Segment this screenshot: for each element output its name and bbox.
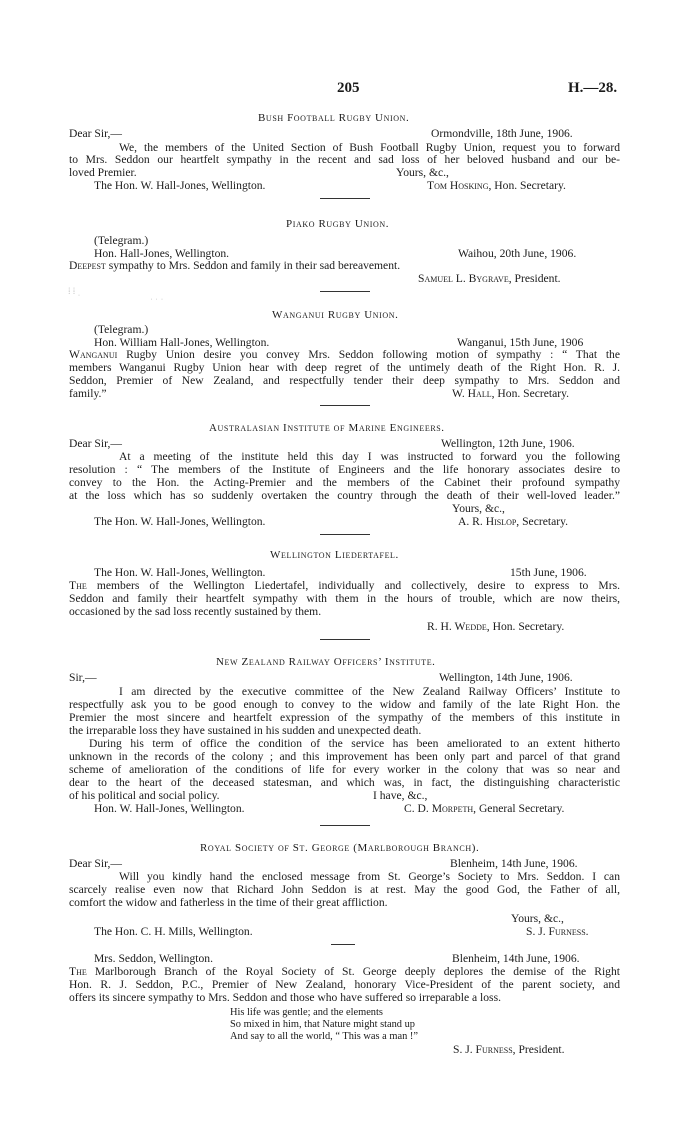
section-title-wanganui: Wanganui Rugby Union.	[272, 309, 399, 321]
body-line: the irreparable loss they have sustained in his sudden and unexpected death.	[69, 724, 422, 737]
place-date: Wellington, 12th June, 1906.	[441, 437, 575, 450]
body-line: Seddon, Premier of New Zealand, and respectfully tender their deep sympathy to Mrs. Seddon and	[69, 374, 620, 387]
body-text: Marlborough Branch of the Royal Society of St. George deeply deplores the demise of the Right	[94, 965, 620, 978]
body-line: Premier the most sincere and heartfelt expression of the sympathy of the members of this institute in	[69, 711, 620, 724]
telegram-note: (Telegram.)	[94, 323, 149, 336]
signature	[458, 515, 568, 528]
body-line: scarcely realise even now that Richard John Seddon is at rest. May the good God, the Father of all,	[69, 883, 620, 896]
body-lead: Deepest	[69, 259, 106, 272]
body-line: occasioned by the sad loss recently sustained by them.	[69, 605, 322, 618]
date: 15th June, 1906.	[510, 566, 587, 579]
body-line: respectfully ask you to be good enough to convey to the widow and family of the late Right Hon. the	[69, 698, 620, 711]
signer-name: Tom Hosking,	[427, 179, 492, 192]
body-line: unknown in the records of the colony ; and this improvement has been only part and parcel of that grand	[69, 750, 620, 763]
signature	[418, 272, 561, 285]
signature	[452, 387, 569, 400]
body-lead: The	[69, 965, 87, 978]
salutation: Dear Sir,—	[69, 857, 122, 870]
body-line: Will you kindly hand the enclosed message from St. George’s Society to Mrs. Seddon. I can	[119, 870, 620, 883]
quote-line: And say to all the world, “ This was a man !”	[230, 1031, 418, 1042]
section-title-piako: Piako Rugby Union.	[286, 218, 390, 230]
section-divider	[320, 639, 370, 640]
body-line	[69, 965, 620, 978]
document-reference: H.—28.	[568, 80, 618, 96]
quote-line: So mixed in him, that Nature might stand up	[230, 1019, 415, 1030]
body-line: resolution : “ The members of the Institute of Engineers and the life honorary associates desire to	[69, 463, 620, 476]
section-title-bush: Bush Football Rugby Union.	[258, 112, 410, 124]
telegram-note: (Telegram.)	[94, 234, 149, 247]
body-line: convey to the Hon. the Acting-Premier and the members of the Cabinet their profound sympathy	[69, 476, 620, 489]
section-divider	[320, 825, 370, 826]
body-line: During his term of office the condition of the service has been ameliorated to an extent hitherto	[89, 737, 620, 750]
body-line: family.”	[69, 387, 107, 400]
addressee: The Hon. W. Hall-Jones, Wellington.	[94, 515, 266, 528]
body-line: to Mrs. Seddon our heartfelt sympathy in the recent and sad loss of her beloved husband and our be-	[69, 153, 620, 166]
place-date: Wanganui, 15th June, 1906	[457, 336, 584, 349]
addressee: The Hon. W. Hall-Jones, Wellington.	[94, 566, 266, 579]
ink-smudge: ⁞ ⁞ ˌ	[68, 286, 81, 296]
body-lead: The	[69, 579, 87, 592]
body-line: dear to the heart of the deceased statesman, and which was, in fact, the distinguishing characteristic	[69, 776, 620, 789]
body-line: I am directed by the executive committee of the New Zealand Railway Officers’ Institute to	[119, 685, 620, 698]
closing: Yours, &c.,	[452, 502, 505, 515]
page-number: 205	[337, 80, 360, 96]
signature	[427, 620, 564, 633]
addressee: Hon. W. Hall-Jones, Wellington.	[94, 802, 245, 815]
section-title-liedertafel: Wellington Liedertafel.	[270, 549, 399, 561]
ink-smudge: ˌ ˌ ˌ	[150, 290, 164, 300]
body-line	[69, 348, 620, 361]
message-addressee: Mrs. Seddon, Wellington.	[94, 952, 213, 965]
body-line: at the loss which has so suddenly overtaken the country through the death of their well-loved leader.”	[69, 489, 620, 502]
section-divider	[320, 198, 370, 199]
closing: Yours, &c.,	[511, 912, 564, 925]
body-text: Rugby Union desire you convey Mrs. Seddon following motion of sympathy : “ That the	[126, 348, 620, 361]
salutation: Dear Sir,—	[69, 437, 122, 450]
body-line	[69, 259, 400, 272]
body-text: members of the Wellington Liedertafel, individually and collectively, desire to express to Mrs.	[96, 579, 620, 592]
addressee: The Hon. C. H. Mills, Wellington.	[94, 925, 253, 938]
body-line: loved Premier.	[69, 166, 137, 179]
section-title-stgeorge: Royal Society of St. George (Marlborough Branch).	[200, 842, 480, 854]
salutation: Sir,—	[69, 671, 97, 684]
signature	[404, 802, 564, 815]
place-date: Waihou, 20th June, 1906.	[458, 247, 577, 260]
body-line: Hon. R. J. Seddon, P.C., Premier of New Zealand, honorary Vice-President of the parent society, and	[69, 978, 620, 991]
body-line: Seddon and family their heartfelt sympathy with them in the hours of trouble, which are now theirs,	[69, 592, 620, 605]
section-divider	[331, 944, 355, 945]
body-text: sympathy to Mrs. Seddon and family in their sad bereavement.	[108, 259, 401, 272]
body-line: At a meeting of the institute held this day I was instructed to forward you the following	[119, 450, 620, 463]
signer-role: Hon. Secretary.	[497, 387, 570, 400]
section-divider	[320, 291, 370, 292]
signer-name: W. Hall,	[452, 387, 495, 400]
body-line: We, the members of the United Section of Bush Football Rugby Union, request you to forward	[119, 141, 620, 154]
signer-role: Secretary.	[522, 515, 569, 528]
signer-name: S. J. Furness.	[526, 925, 589, 938]
place-date: Ormondville, 18th June, 1906.	[431, 127, 573, 140]
body-line	[69, 579, 620, 592]
closing: Yours, &c.,	[396, 166, 449, 179]
place-date: Wellington, 14th June, 1906.	[439, 671, 573, 684]
section-title-engineers: Australasian Institute of Marine Engineers.	[209, 422, 445, 434]
signer-role: President.	[518, 1043, 565, 1056]
signer-role: Hon. Secretary.	[492, 620, 565, 633]
signer-role: General Secretary.	[478, 802, 565, 815]
body-line: members Wanganui Rugby Union hear with deep regret of the untimely death of the Right Hon. R. J.	[69, 361, 620, 374]
body-line: offers its sincere sympathy to Mrs. Seddon and those who have suffered so irreparable a loss.	[69, 991, 501, 1004]
signature	[427, 179, 566, 192]
section-title-railway: New Zealand Railway Officers’ Institute.	[216, 656, 436, 668]
message-place-date: Blenheim, 14th June, 1906.	[452, 952, 580, 965]
signer-name: R. H. Wedde,	[427, 620, 490, 633]
body-line: of his political and social policy.	[69, 789, 220, 802]
body-lead: Wanganui	[69, 348, 118, 361]
addressee: The Hon. W. Hall-Jones, Wellington.	[94, 179, 266, 192]
signer-role: Hon. Secretary.	[494, 179, 566, 192]
place-date: Blenheim, 14th June, 1906.	[450, 857, 578, 870]
section-divider	[320, 534, 370, 535]
addressee: Hon. Hall-Jones, Wellington.	[94, 247, 230, 260]
signer-name: Samuel L. Bygrave,	[418, 272, 512, 285]
signer-name: S. J. Furness,	[453, 1043, 516, 1056]
salutation: Dear Sir,—	[69, 127, 122, 140]
signer-name: C. D. Morpeth,	[404, 802, 477, 815]
addressee: Hon. William Hall-Jones, Wellington.	[94, 336, 270, 349]
signer-role: President.	[514, 272, 561, 285]
body-line: scheme of amelioration of the conditions of life for every worker in the colony that was so near and	[69, 763, 620, 776]
body-line: comfort the widow and fatherless in the time of their great affliction.	[69, 896, 388, 909]
quote-line: His life was gentle; and the elements	[230, 1007, 383, 1018]
signer-name: A. R. Hislop,	[458, 515, 520, 528]
section-divider	[320, 405, 370, 406]
closing: I have, &c.,	[373, 789, 428, 802]
signature	[453, 1043, 565, 1056]
